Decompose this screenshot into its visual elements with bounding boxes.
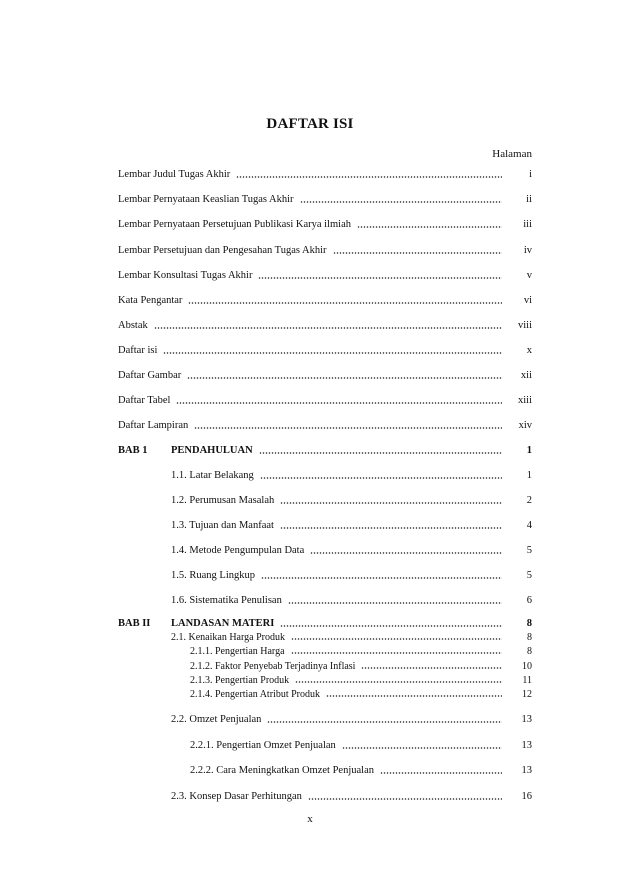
toc-entry-label: 2.3. Konsep Dasar Perhitungan	[171, 791, 302, 802]
toc-entry-label: 1.3. Tujuan dan Manfaat	[171, 520, 274, 531]
chapter-code: BAB II	[118, 618, 151, 629]
dot-leader	[280, 527, 502, 529]
toc-entry-label: 2.1.1. Pengertian Harga	[190, 646, 285, 657]
toc-entry[interactable]	[118, 192, 532, 206]
toc-entry-page: 5	[526, 570, 532, 581]
toc-entry-label: Daftar Tabel	[118, 395, 171, 406]
toc-entry-label: Lembar Konsultasi Tugas Akhir	[118, 270, 253, 281]
toc-entry-page: vi	[523, 295, 532, 306]
toc-entry-page: v	[526, 270, 532, 281]
toc-entry-page: x	[526, 345, 532, 356]
toc-entry[interactable]	[190, 688, 532, 700]
toc-entry-label: 1.4. Metode Pengumpulan Data	[171, 545, 305, 556]
dot-leader	[308, 798, 502, 800]
dot-leader	[259, 452, 502, 454]
dot-leader	[295, 681, 502, 683]
dot-leader	[342, 747, 502, 749]
toc-entry[interactable]	[190, 674, 532, 686]
toc-entry-label: 2.2. Omzet Penjualan	[171, 714, 262, 725]
toc-entry-page: 13	[521, 740, 532, 751]
toc-entry-page: 8	[527, 632, 532, 643]
toc-entry-page: iii	[523, 219, 532, 230]
toc-entry-page: 8	[526, 618, 532, 629]
toc-entry-page: 1	[526, 470, 532, 481]
toc-entry-page: 12	[522, 689, 532, 700]
toc-entry-label: Lembar Persetujuan dan Pengesahan Tugas Akhir	[118, 245, 327, 256]
toc-entry-label: 1.2. Perumusan Masalah	[171, 495, 275, 506]
toc-entry[interactable]	[190, 645, 532, 657]
toc-entry[interactable]	[171, 593, 532, 607]
dot-leader	[194, 427, 502, 429]
dot-leader	[291, 638, 502, 640]
toc-entry[interactable]	[118, 343, 532, 357]
toc-entry-page: xii	[520, 370, 532, 381]
toc-entry-label: LANDASAN MATERI	[171, 618, 275, 629]
dot-leader	[260, 477, 502, 479]
dot-leader	[288, 602, 502, 604]
toc-entry-page: 1	[526, 445, 532, 456]
dot-leader	[267, 721, 502, 723]
toc-entry[interactable]	[118, 167, 532, 181]
toc-chapter[interactable]	[118, 616, 532, 630]
toc-entry[interactable]	[171, 712, 532, 726]
toc-entry[interactable]	[171, 468, 532, 482]
toc-entry[interactable]	[118, 418, 532, 432]
toc-entry-label: 1.6. Sistematika Penulisan	[171, 595, 282, 606]
toc-entry[interactable]	[171, 493, 532, 507]
toc-entry-page: xiii	[517, 395, 532, 406]
toc-entry-label: 2.1.4. Pengertian Atribut Produk	[190, 689, 320, 700]
dot-leader	[357, 226, 502, 228]
toc-entry[interactable]	[118, 318, 532, 332]
toc-entry[interactable]	[171, 631, 532, 643]
toc-entry[interactable]	[190, 660, 532, 672]
toc-entry-page: i	[529, 169, 532, 180]
chapter-code: BAB 1	[118, 445, 148, 456]
toc-entry[interactable]	[118, 217, 532, 231]
toc-entry-label: Lembar Pernyataan Keaslian Tugas Akhir	[118, 194, 294, 205]
toc-entry[interactable]	[118, 293, 532, 307]
toc-entry-page: 16	[521, 791, 532, 802]
toc-entry-page: ii	[526, 194, 532, 205]
toc-entry-label: Kata Pengantar	[118, 295, 183, 306]
toc-entry-label: PENDAHULUAN	[171, 445, 253, 456]
toc-entry-label: 2.1. Kenaikan Harga Produk	[171, 632, 285, 643]
toc-entry[interactable]	[171, 568, 532, 582]
toc-entry-page: 13	[521, 714, 532, 725]
dot-leader	[333, 252, 502, 254]
toc-entry-label: Daftar Lampiran	[118, 420, 189, 431]
dot-leader	[361, 667, 502, 669]
toc-entry-page: viii	[517, 320, 532, 331]
dot-leader	[280, 502, 502, 504]
toc-entry-page: 10	[522, 661, 532, 672]
dot-leader	[236, 176, 502, 178]
toc-entry-page: iv	[523, 245, 532, 256]
dot-leader	[300, 201, 502, 203]
toc-entry-label: 1.5. Ruang Lingkup	[171, 570, 255, 581]
dot-leader	[261, 577, 502, 579]
dot-leader	[291, 652, 502, 654]
toc-entry-page: 8	[527, 646, 532, 657]
dot-leader	[380, 772, 502, 774]
page-title: DAFTAR ISI	[266, 116, 354, 132]
dot-leader	[326, 695, 502, 697]
toc-entry[interactable]	[171, 789, 532, 803]
toc-entry-page: 6	[526, 595, 532, 606]
page-number-footer: x	[307, 813, 313, 825]
toc-entry-label: Abstak	[118, 320, 148, 331]
toc-entry-label: 2.1.3. Pengertian Produk	[190, 675, 290, 686]
toc-entry[interactable]	[118, 368, 532, 382]
toc-entry[interactable]	[118, 393, 532, 407]
toc-entry-label: 2.2.2. Cara Meningkatkan Omzet Penjualan	[190, 765, 374, 776]
toc-entry-label: Lembar Judul Tugas Akhir	[118, 169, 231, 180]
halaman-header: Halaman	[492, 148, 532, 160]
dot-leader	[187, 377, 502, 379]
toc-entry[interactable]	[190, 738, 532, 752]
toc-entry-page: 4	[526, 520, 532, 531]
toc-entry-label: 2.2.1. Pengertian Omzet Penjualan	[190, 740, 336, 751]
toc-entry-page: 2	[526, 495, 532, 506]
toc-entry[interactable]	[118, 243, 532, 257]
dot-leader	[163, 352, 502, 354]
toc-entry-label: 1.1. Latar Belakang	[171, 470, 254, 481]
toc-chapter[interactable]	[118, 443, 532, 457]
toc-entry-label: Daftar Gambar	[118, 370, 182, 381]
toc-entry[interactable]	[171, 518, 532, 532]
toc-entry-page: xiv	[518, 420, 532, 431]
dot-leader	[176, 402, 502, 404]
toc-entry-page: 13	[521, 765, 532, 776]
dot-leader	[154, 327, 502, 329]
dot-leader	[310, 552, 502, 554]
dot-leader	[258, 277, 502, 279]
toc-entry[interactable]	[118, 268, 532, 282]
toc-entry-page: 11	[522, 675, 532, 686]
toc-entry-page: 5	[526, 545, 532, 556]
toc-entry[interactable]	[190, 763, 532, 777]
dot-leader	[188, 302, 502, 304]
toc-entry-label: 2.1.2. Faktor Penyebab Terjadinya Inflasi	[190, 661, 356, 672]
toc-entry-label: Lembar Pernyataan Persetujuan Publikasi Karya ilmiah	[118, 219, 351, 230]
dot-leader	[280, 625, 502, 627]
toc-entry[interactable]	[171, 543, 532, 557]
toc-entry-label: Daftar isi	[118, 345, 158, 356]
